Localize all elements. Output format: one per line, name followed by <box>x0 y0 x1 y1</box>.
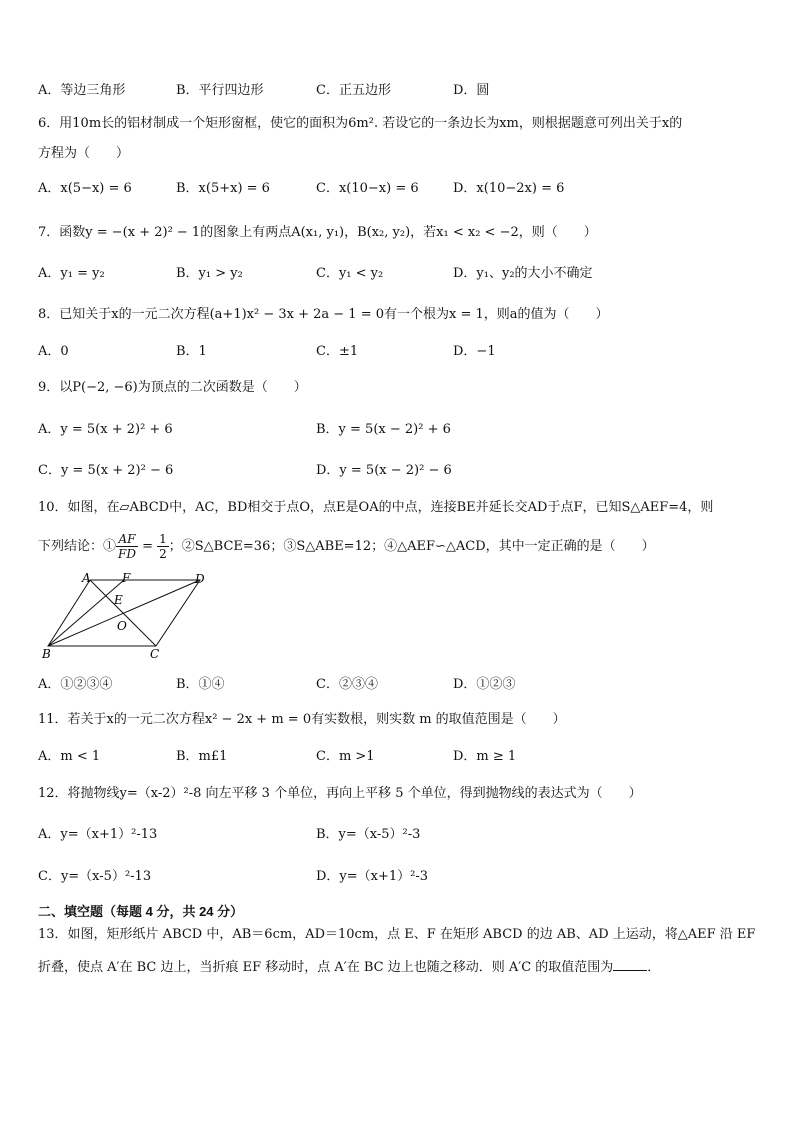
q8-text: 8．已知关于x的一元二次方程(a+1)x² − 3x + 2a − 1 = 0有一个根为x = 1，则a的值为（ ） <box>38 307 609 322</box>
label-e: E <box>114 593 123 607</box>
q8-option-c: C．±1 <box>316 344 359 359</box>
q6-option-c: C．x(10−x) = 6 <box>316 181 419 196</box>
q11-text: 11．若关于x的一元二次方程x² − 2x + m = 0有实数根，则实数 m 的取值范围是（ ） <box>38 712 566 727</box>
q10-option-c: C．②③④ <box>316 677 378 692</box>
q7-option-c: C．y₁ < y₂ <box>316 266 384 281</box>
q6-option-a: A．x(5−x) = 6 <box>38 181 132 196</box>
q12-option-c: C．y=（x-5）²-13 <box>38 869 152 884</box>
q10-fraction-half <box>157 532 169 561</box>
label-o: O <box>117 619 127 633</box>
q7-option-b: B．y₁ > y₂ <box>176 266 243 281</box>
q6-option-d: D．x(10−2x) = 6 <box>453 181 565 196</box>
q13-line2-text: 折叠，使点 A′在 BC 边上，当折痕 EF 移动时，点 A′在 BC 边上也随之移动．则 A′C 的取值范围为 <box>38 960 614 975</box>
answer-blank[interactable] <box>613 970 647 971</box>
diagonal-bd <box>48 580 200 646</box>
q6-option-b: B．x(5+x) = 6 <box>176 181 270 196</box>
q13-text-line1: 13．如图，矩形纸片 ABCD 中，AB＝6cm，AD＝10cm，点 E、F 在矩形 ABCD 的边 AB、AD 上运动，将△AEF 沿 EF <box>38 927 756 942</box>
q13-line2-end: ． <box>647 960 661 975</box>
q7-option-a: A．y₁ = y₂ <box>38 266 105 281</box>
q12-option-b: B．y=（x-5）²-3 <box>316 827 421 842</box>
q10-option-d: D．①②③ <box>453 677 516 692</box>
q5-option-a: A．等边三角形 <box>38 83 126 98</box>
label-b: B <box>42 647 51 661</box>
q10-frac-den: FD <box>118 547 136 561</box>
q12-option-d: D．y=（x+1）²-3 <box>316 869 429 884</box>
q6-text-line1: 6．用10m长的铝材制成一个矩形窗框，使它的面积为6m². 若设它的一条边长为xm，则根据题意可列出关于x的 <box>38 116 683 131</box>
q5-option-d: D．圆 <box>453 83 490 98</box>
label-f: F <box>122 571 131 585</box>
q9-option-a: A．y = 5(x + 2)² + 6 <box>38 422 173 437</box>
q5-option-b: B．平行四边形 <box>176 83 264 98</box>
q11-option-a: A．m < 1 <box>38 749 101 764</box>
q10-line2-rest: ；②S△BCE=36；③S△ABE=12；④△AEF∽△ACD，其中一定正确的是（ ） <box>168 539 655 554</box>
label-d: D <box>195 572 205 586</box>
q5-option-c: C．正五边形 <box>316 83 391 98</box>
segment-bf <box>48 580 124 646</box>
parallelogram-figure <box>38 570 218 662</box>
q10-text-line2: 下列结论：① $\frac{AF}{FD}$ = $\frac{1}{2}$ ；②S△BCE=36；③S△ABE=12；④△AEF∽△ACD，其中一定正确的是（ ） <box>38 532 655 561</box>
q8-option-b: B．1 <box>176 344 207 359</box>
q10-fraction-af-fd <box>116 532 138 561</box>
q10-line2-prefix: 下列结论：① <box>38 539 117 554</box>
label-a: A <box>82 571 91 585</box>
q8-option-d: D．−1 <box>453 344 496 359</box>
q11-option-d: D．m ≥ 1 <box>453 749 517 764</box>
q6-text-line2: 方程为（ ） <box>38 146 130 161</box>
q10-frac-num: AF <box>116 532 138 547</box>
q12-text: 12．将抛物线y=（x-2）²-8 向左平移 3 个单位，再向上平移 5 个单位，得到抛物线的表达式为（ ） <box>38 786 642 801</box>
q8-option-a: A．0 <box>38 344 69 359</box>
q10-text-line1: 10．如图，在▱ABCD中，AC，BD相交于点O，点E是OA的中点，连接BE并延长交AD于点F，已知S△AEF=4，则 <box>38 500 714 515</box>
q10-half-den: 2 <box>159 547 167 561</box>
q9-text: 9．以P(−2, −6)为顶点的二次函数是（ ） <box>38 380 307 395</box>
q10-half-num: 1 <box>159 532 167 546</box>
q9-option-d: D．y = 5(x − 2)² − 6 <box>316 463 452 478</box>
section-fill-in-title: 二、填空题（每题 4 分，共 24 分） <box>38 904 244 919</box>
q12-option-a: A．y=（x+1）²-13 <box>38 827 158 842</box>
label-c: C <box>150 647 160 661</box>
q13-text-line2 <box>38 959 660 977</box>
q7-option-d: D．y₁、y₂的大小不确定 <box>453 266 593 281</box>
q9-option-c: C．y = 5(x + 2)² − 6 <box>38 463 174 478</box>
q11-option-b: B．m£1 <box>176 749 228 764</box>
q7-text: 7．函数y = −(x + 2)² − 1的图象上有两点A(x₁, y₁)，B(x₂, y₂)，若x₁ < x₂ < −2，则（ ） <box>38 225 597 240</box>
q11-option-c: C．m >1 <box>316 749 375 764</box>
q10-option-b: B．①④ <box>176 677 225 692</box>
q9-option-b: B．y = 5(x − 2)² + 6 <box>316 422 451 437</box>
q10-option-a: A．①②③④ <box>38 677 113 692</box>
